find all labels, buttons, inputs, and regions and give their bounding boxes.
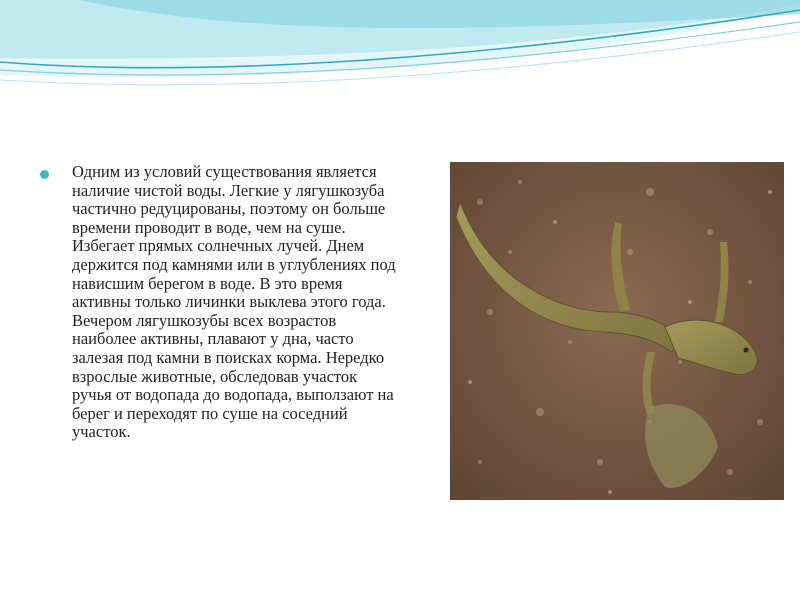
header-wave-decoration xyxy=(0,0,800,110)
bullet-text: Одним из условий существования является наличие чистой воды. Легкие у лягушкозуба частично редуцированы, поэтому он больше времени проводит в воде, чем на суше. Избегает прямых солнечных лучей. Днем держится под камнями или в углублениях под нависшим берегом в воде. В это время активны только личинки выклева этого года. Вечером лягушкозубы всех возрастов наиболее активны, плавают у дна, часто залезая под камни в поисках корма. Нередко взрослые животные, обследовав участок ручья от водопада до водопада, выползают на берег и переходят по суше на соседний участок. xyxy=(72,162,396,442)
bullet-marker xyxy=(40,170,49,179)
salamander-photo xyxy=(450,162,784,500)
bullet-item xyxy=(40,163,400,442)
